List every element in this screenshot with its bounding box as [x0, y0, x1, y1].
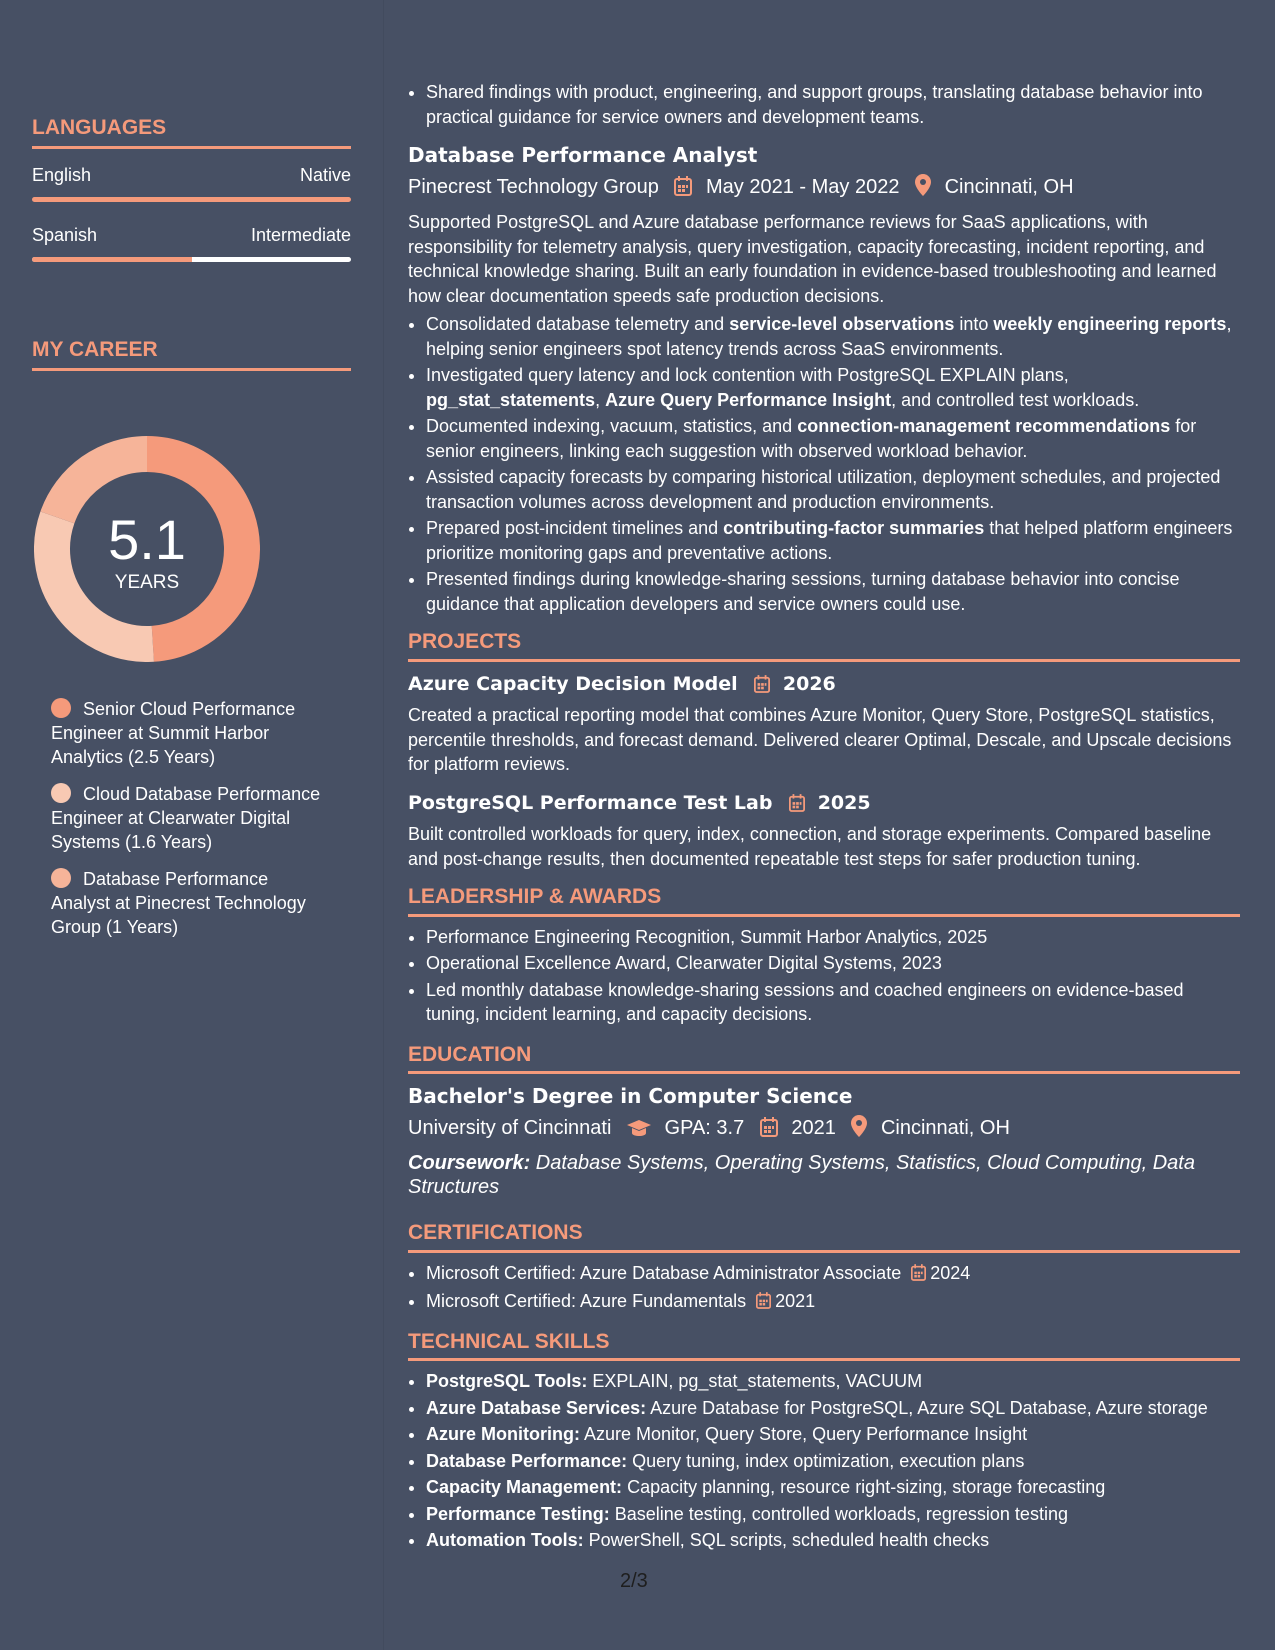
- skill-label: Database Performance:: [426, 1450, 628, 1471]
- certifications-list: [408, 1261, 1240, 1316]
- skills-list: [408, 1369, 1240, 1553]
- project-title-row: [408, 791, 1240, 819]
- project-description: Created a practical reporting model that combines Azure Monitor, Query Store, PostgreSQL statistics, percentile thresholds, and forecast demand. Delivered clearer Optimal, Descale, and Upscale decisions for platform reviews.: [408, 705, 1232, 774]
- career-legend-item: [51, 697, 326, 769]
- certification-year: 2024: [930, 1262, 971, 1283]
- language-item: [32, 225, 351, 262]
- list-item: • Performance Engineering Recognition, Summit Harbor Analytics, 2025: [426, 925, 1240, 950]
- calendar-icon: [789, 794, 805, 819]
- skill-label: Azure Database Services:: [426, 1397, 647, 1418]
- job-bullets: [408, 312, 1240, 616]
- list-item: • Led monthly database knowledge-sharing sessions and coached engineers on evidence-based tuning, incident learning, and capacity decisions.: [426, 978, 1240, 1027]
- calendar-icon: [756, 1291, 771, 1316]
- coursework: [408, 1151, 1240, 1199]
- legend-dot: [51, 698, 71, 718]
- column-divider: [383, 0, 384, 1650]
- skill-item: [426, 1422, 1240, 1447]
- bold-text: pg_stat_statements: [426, 389, 596, 410]
- skill-label: PostgreSQL Tools:: [426, 1371, 588, 1391]
- project-item: [408, 672, 1240, 777]
- calendar-icon: [760, 1117, 778, 1144]
- skill-value: Baseline testing, controlled workloads, regression testing: [609, 1503, 1068, 1524]
- text: that helped platform engineers prioritize monitoring gaps and preventative actions.: [426, 518, 1233, 563]
- career-donut-chart: [34, 436, 260, 662]
- job-bullet: [426, 567, 1240, 616]
- language-bar-fill: [32, 197, 351, 202]
- education-heading: EDUCATION: [408, 1043, 1240, 1075]
- bold-text: service-level observations: [729, 314, 955, 334]
- skill-value: Azure Monitor, Query Store, Query Performance Insight: [579, 1424, 1028, 1444]
- graduation-year: 2021: [791, 1116, 836, 1139]
- certification-name: Microsoft Certified: Azure Database Administrator Associate: [426, 1262, 902, 1283]
- company-name: Pinecrest Technology Group: [408, 175, 659, 198]
- calendar-icon: [911, 1263, 926, 1288]
- skill-label: Performance Testing:: [426, 1503, 610, 1524]
- bold-text: contributing-factor summaries: [723, 518, 985, 538]
- text: into: [954, 314, 994, 334]
- career-years-label: YEARS: [114, 572, 180, 593]
- school-location: Cincinnati, OH: [880, 1116, 1010, 1139]
- job-bullet: [426, 414, 1240, 463]
- language-item: [32, 165, 351, 202]
- job-location: Cincinnati, OH: [944, 175, 1074, 198]
- career-heading: MY CAREER: [32, 338, 351, 371]
- career-legend-item: [51, 867, 326, 939]
- gpa: GPA: 3.7: [664, 1116, 745, 1139]
- skill-item: [426, 1475, 1240, 1500]
- project-title-row: [408, 672, 1240, 700]
- language-bar: [32, 257, 351, 262]
- skill-value: Azure Database for PostgreSQL, Azure SQL Database, Azure storage: [646, 1397, 1208, 1418]
- degree-title: Bachelor's Degree in Computer Science: [408, 1084, 853, 1108]
- bold-text: Azure Query Performance Insight: [605, 389, 892, 410]
- language-row: [32, 225, 351, 246]
- skill-value: EXPLAIN, pg_stat_statements, VACUUM: [587, 1371, 923, 1391]
- job-bullet: [426, 516, 1240, 565]
- skill-item: [426, 1449, 1240, 1474]
- sidebar-content: [32, 0, 351, 371]
- job-bullet: [426, 465, 1240, 514]
- job-summary: Supported PostgreSQL and Azure database performance reviews for SaaS applications, with responsibility for telemetry analysis, query investigation, capacity forecasting, incident reporting, and technical knowledge sharing. Built an early foundation in evidence-based troubleshooting and learned how clear documentation speeds safe production decisions.: [408, 212, 1217, 306]
- projects-heading: PROJECTS: [408, 630, 1240, 662]
- certification-item: [426, 1289, 1240, 1316]
- skills-heading: TECHNICAL SKILLS: [408, 1330, 1240, 1362]
- text: Consolidated database telemetry and: [426, 314, 730, 334]
- bold-text: weekly engineering reports: [993, 314, 1227, 334]
- language-level: Intermediate: [250, 225, 351, 245]
- sidebar: [0, 0, 383, 1650]
- coursework-list: Database Systems, Operating Systems, Statistics, Cloud Computing, Data Structures: [408, 1152, 1195, 1198]
- legend-dot: [51, 868, 71, 888]
- project-item: [408, 791, 1240, 872]
- leadership-list: [408, 925, 1240, 1027]
- calendar-icon: [674, 176, 692, 203]
- language-bar-fill: [32, 257, 192, 262]
- list-item: • Operational Excellence Award, Clearwater Digital Systems, 2023: [426, 951, 1240, 976]
- job-bullet: [426, 312, 1240, 361]
- project-title: Azure Capacity Decision Model: [408, 672, 738, 695]
- skill-item: [426, 1502, 1240, 1527]
- certification-item: [426, 1261, 1240, 1288]
- text: Prepared post-incident timelines and: [426, 518, 724, 538]
- career-legend-label: Cloud Database Performance Engineer at Clearwater Digital Systems (1.6 Years): [51, 784, 321, 852]
- skill-value: Capacity planning, resource right-sizing, storage forecasting: [622, 1477, 1106, 1497]
- skill-value: Query tuning, index optimization, execution plans: [627, 1450, 1025, 1471]
- job-bullet: [426, 363, 1240, 412]
- project-year: 2026: [782, 672, 836, 695]
- text: , helping senior engineers spot latency trends across SaaS environments.: [426, 314, 1232, 359]
- language-level: Native: [299, 165, 351, 185]
- skill-label: Azure Monitoring:: [426, 1424, 580, 1444]
- carry-over-list: [408, 80, 1240, 129]
- education-meta: [408, 1115, 1240, 1144]
- text: Documented indexing, vacuum, statistics, and: [426, 416, 798, 436]
- career-legend-item: [51, 782, 326, 854]
- skill-item: [426, 1369, 1240, 1394]
- language-name: English: [32, 165, 92, 185]
- career-total-years: 5.1: [108, 508, 186, 571]
- skill-label: Automation Tools:: [426, 1530, 584, 1550]
- legend-dot: [51, 783, 71, 803]
- certifications-heading: CERTIFICATIONS: [408, 1221, 1240, 1253]
- career-legend: [51, 697, 326, 952]
- coursework-label: Coursework:: [408, 1152, 531, 1174]
- project-description: Built controlled workloads for query, index, connection, and storage experiments. Compared baseline and post-change results, then documented repeatable test steps for safer production tuning.: [408, 824, 1212, 869]
- map-pin-icon: [851, 1115, 867, 1144]
- career-legend-label: Senior Cloud Performance Engineer at Summit Harbor Analytics (2.5 Years): [51, 699, 296, 767]
- job-title: Database Performance Analyst: [408, 143, 758, 167]
- languages-heading: LANGUAGES: [32, 116, 351, 149]
- language-row: [32, 165, 351, 186]
- graduation-cap-icon: [627, 1119, 651, 1144]
- text: , and controlled test workloads.: [891, 389, 1140, 410]
- language-name: Spanish: [32, 225, 98, 245]
- project-year: 2025: [817, 791, 871, 814]
- calendar-icon: [754, 675, 770, 700]
- text: Assisted capacity forecasts by comparing historical utilization, deployment schedules, and projected transaction volumes across development and production environments.: [426, 467, 1221, 512]
- skill-value: PowerShell, SQL scripts, scheduled health checks: [583, 1530, 990, 1550]
- map-pin-icon: [915, 174, 931, 203]
- leadership-heading: LEADERSHIP & AWARDS: [408, 885, 1240, 917]
- page-number: 2/3: [620, 1570, 648, 1592]
- certification-name: Microsoft Certified: Azure Fundamentals: [426, 1291, 747, 1311]
- skill-label: Capacity Management:: [426, 1477, 623, 1497]
- text: Presented findings during knowledge-sharing sessions, turning database behavior into concise guidance that application developers and service owners could use.: [426, 569, 1180, 614]
- main-column: [408, 0, 1240, 1555]
- text: Investigated query latency and lock contention with PostgreSQL EXPLAIN plans,: [426, 365, 1069, 385]
- list-item: • Shared findings with product, engineering, and support groups, translating database behavior into practical guidance for service owners and development teams.: [426, 80, 1240, 129]
- skill-item: [426, 1396, 1240, 1421]
- career-legend-label: Database Performance Analyst at Pinecrest Technology Group (1 Years): [51, 869, 306, 937]
- text: for senior engineers, linking each suggestion with observed workload behavior.: [426, 416, 1197, 461]
- project-title: PostgreSQL Performance Test Lab: [408, 791, 773, 814]
- skill-item: [426, 1528, 1240, 1553]
- job-meta: [408, 174, 1240, 203]
- job-dates: May 2021 - May 2022: [706, 175, 900, 198]
- school-name: University of Cincinnati: [408, 1116, 612, 1139]
- bold-text: connection-management recommendations: [797, 416, 1171, 436]
- certification-year: 2021: [775, 1291, 816, 1311]
- text: ,: [595, 389, 606, 410]
- language-bar: [32, 197, 351, 202]
